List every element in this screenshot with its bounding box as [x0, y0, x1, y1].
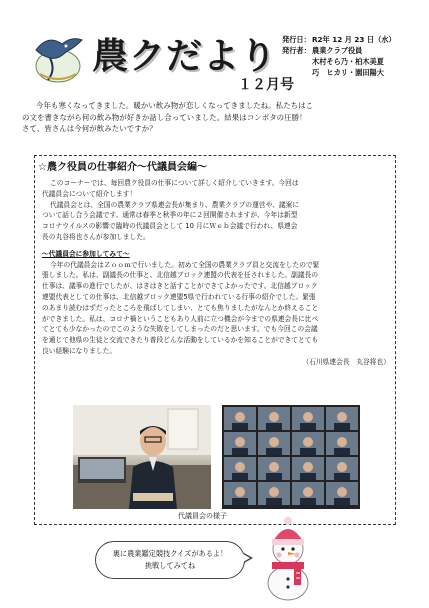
intro-line: さて、皆さんは今何が飲みたいですか？ [22, 124, 157, 134]
meta-row [282, 34, 396, 45]
article-line: 良い経験になりました。 [42, 346, 117, 355]
bubble-line: 裏に農業鑑定競技クイズがあるよ！ [112, 549, 228, 558]
speech-bubble-tail-fill [243, 554, 250, 562]
article-line: 今年の代議員会はＺｏｏｍで行いました。初めて全国の農業クラブ員と交流をしたので緊 [50, 260, 320, 269]
article-subtitle: ～代議員会に参加してみて～ [42, 249, 130, 258]
intro-line: の文を書きながら何の飲み物が好きか話し合っていました。結果はコンポタの圧勝！ [22, 112, 307, 122]
article-line: コロナウイルスの影響で臨時の代議員会として 10 月にＷｅｂ会議で行われ、県連会 [42, 222, 298, 231]
speech-bubble [95, 541, 245, 579]
meeting-photo-student [73, 405, 211, 509]
bird-logo-icon [28, 30, 88, 90]
article-line: 代議員会とは、全国の農業クラブ県連会長が集まり、農業クラブの運営や、議案に [50, 200, 300, 209]
meta-label: 発行日： [282, 35, 311, 44]
intro-text [22, 100, 410, 135]
article-body [42, 178, 390, 368]
newsletter-title: 農クだより [92, 36, 278, 77]
meta-label: 発行者： [282, 46, 311, 55]
meeting-photo-zoom-grid [222, 405, 360, 509]
meta-value: 農業クラブ役員 [312, 46, 363, 55]
article-line: 張しました。私は、副議長の仕事と、北信越ブロック連盟の代表を任されました。副議長の [42, 271, 319, 280]
article-line: 長の丸谷将也さんが参加しました。 [42, 232, 150, 241]
meta-value: 巧 ヒカリ・園田陽大 [312, 68, 384, 77]
article-signature: （石川県連会長 丸谷将也） [302, 357, 390, 366]
article-line: このコーナーでは、毎回農ク役員の仕事について詳しく紹介していきます。今回は [50, 179, 299, 187]
article-line: のあまり読むはずだったところを飛ばしてしまい、とても焦りましたがなんとか終えること [42, 303, 319, 312]
bubble-line: 挑戦してみてね [144, 561, 196, 570]
meta-value: 木村そら乃・柏木美夏 [312, 57, 384, 66]
publication-meta [282, 34, 396, 78]
meta-value: R2年 12 月 23 日（水） [312, 35, 396, 44]
meta-label [282, 56, 312, 67]
article-line: ができました。私は、コロナ禍ということもあり人前に立つ機会が今までの県連会長に比べ [42, 314, 319, 323]
snowman-icon [258, 517, 318, 602]
issue-label: １２月号 [238, 77, 294, 93]
meta-row [282, 56, 396, 67]
meta-row [282, 45, 396, 56]
article-line: ついて話し合う会議です。通常は春季と秋季の年に２回開催されますが、今年は新型 [42, 211, 298, 220]
meta-row [282, 67, 396, 78]
article-line: 仕事は、議事の進行でしたが、はきはきと話すことができてよかったです。北信越ブロック [42, 282, 318, 291]
article-line: てとても少なかったのでこのような失敗をしてしまったのだと思います。でも今回この会議 [42, 325, 318, 334]
intro-line: 今年も寒くなってきました。暖かい飲み物が恋しくなってきましたね。私たちはこ [36, 101, 314, 110]
article-line: を通じて他県の生徒と交流できたり普段どんな活動をしているかを知ることができてとても [42, 336, 319, 345]
photo-caption: 代議員会の様子 [178, 512, 227, 520]
article-line: 代議員会について紹介します！ [42, 189, 137, 198]
article-line: 連盟代表としての仕事は、北信越ブロック連盟5県で行われている行事の紹介でした。緊張 [42, 292, 316, 301]
meta-label [282, 67, 312, 78]
article-title: ☆農ク役員の仕事紹介～代議員会編～ [38, 162, 207, 173]
